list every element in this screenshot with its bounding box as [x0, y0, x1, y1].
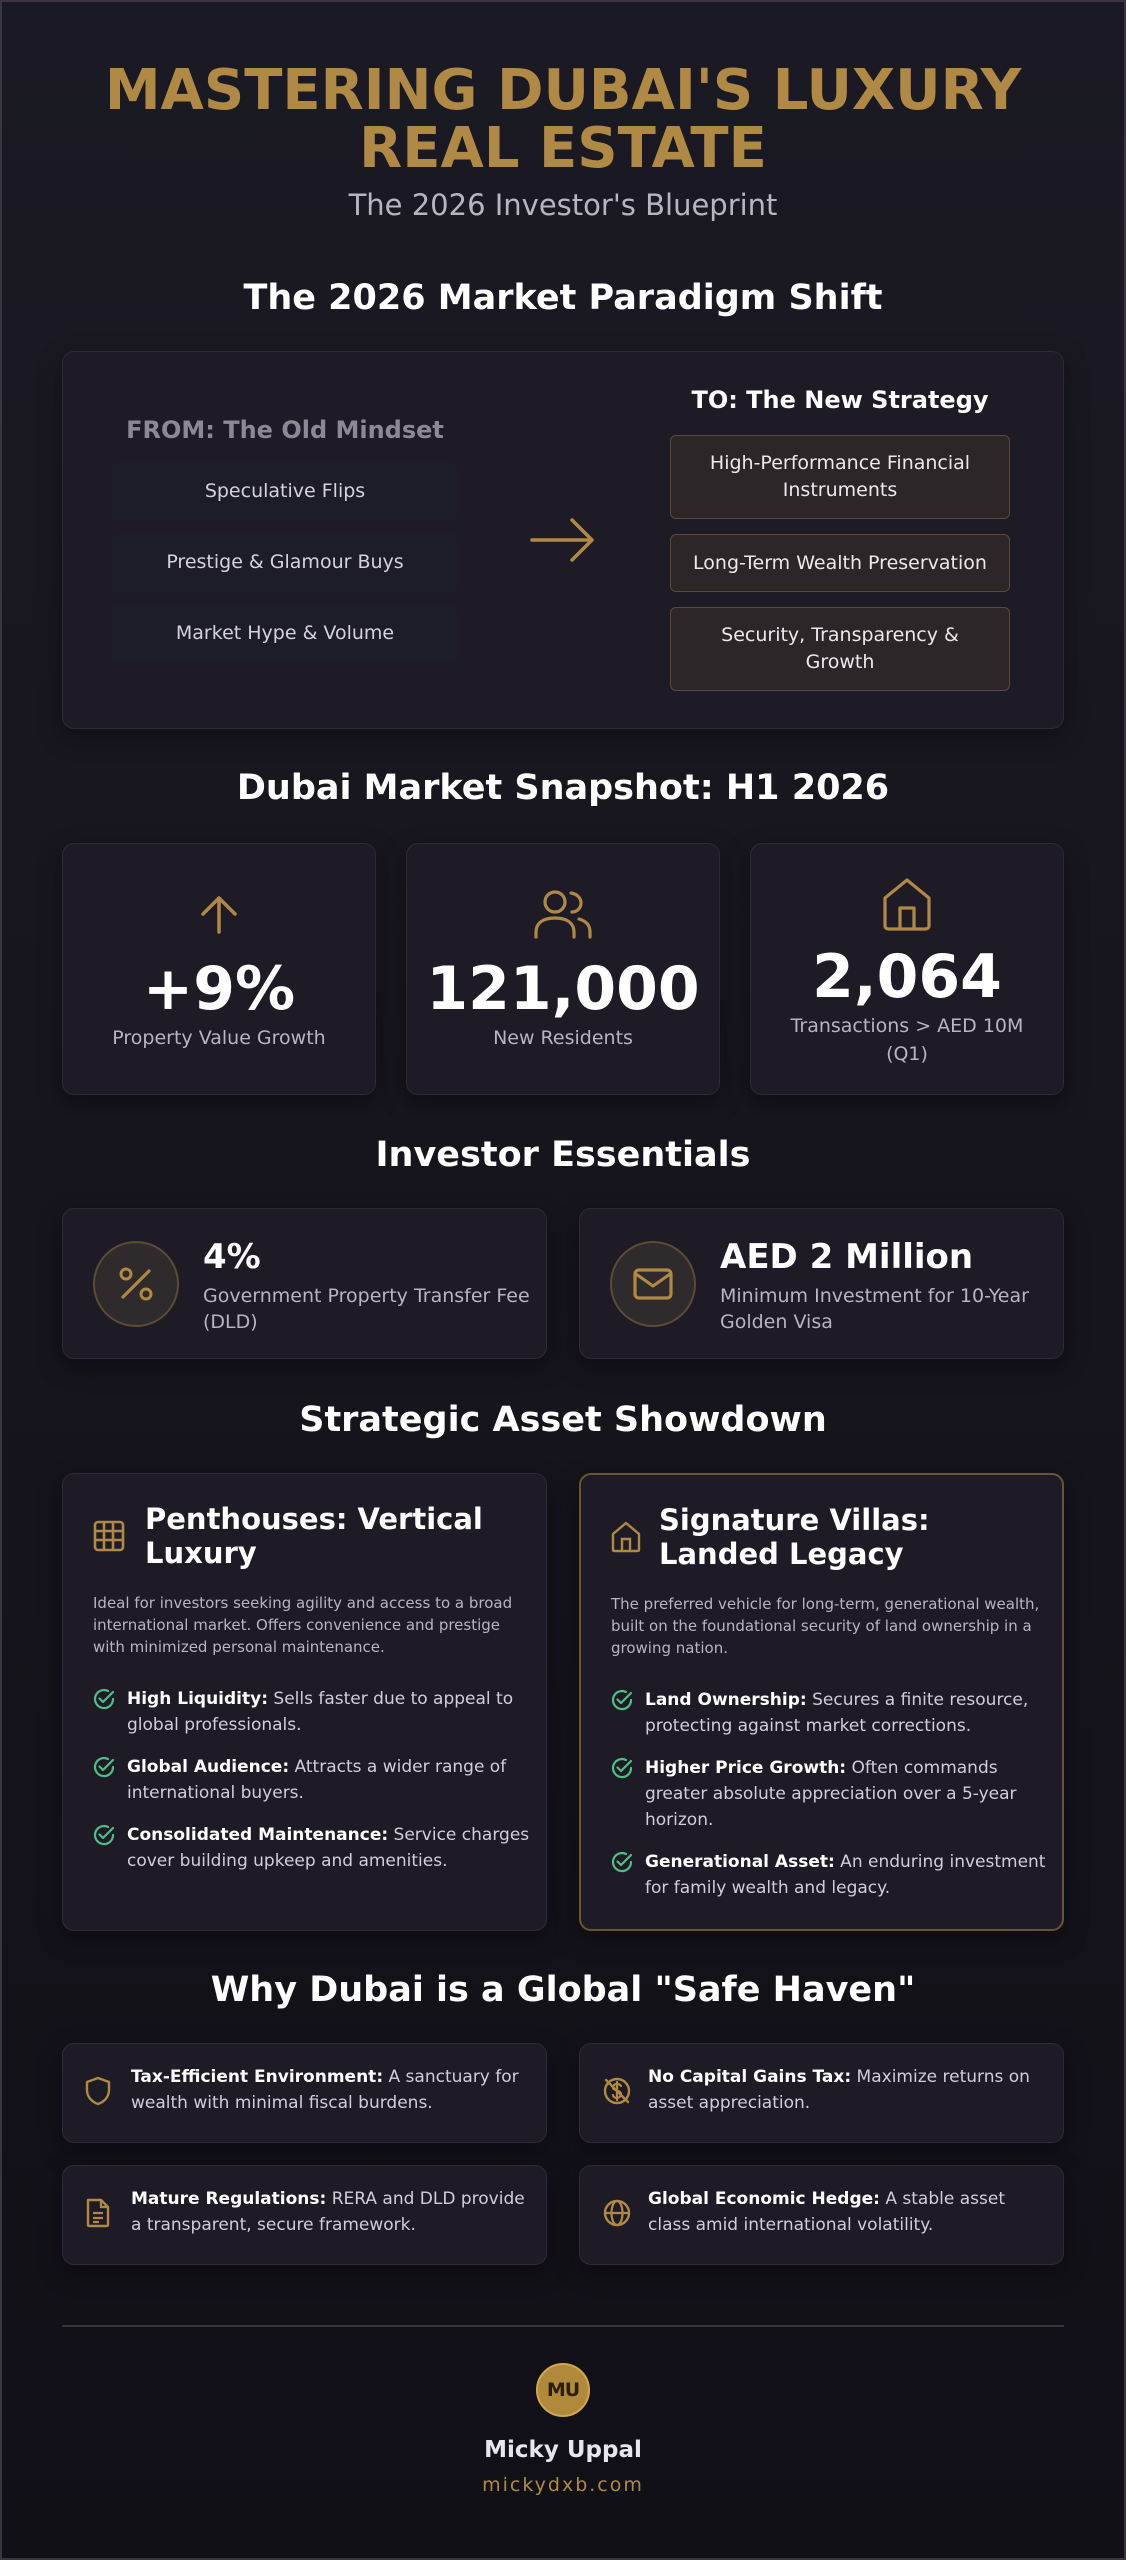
to-item: Security, Transparency & Growth	[670, 607, 1010, 691]
to-item: High-Performance Financial Instruments	[670, 435, 1010, 519]
arrow-right-icon	[528, 512, 598, 568]
globe-icon	[602, 2198, 632, 2228]
author-website-link[interactable]: mickydxb.com	[482, 2474, 644, 2496]
paradigm-title: The 2026 Market Paradigm Shift	[243, 278, 883, 318]
penthouse-title: Penthouses: Vertical Luxury	[145, 1502, 483, 1570]
stat-value: 121,000	[426, 954, 700, 1024]
page-title: MASTERING DUBAI'S LUXURY REAL ESTATE	[104, 58, 1022, 181]
from-item: Prestige & Glamour Buys	[112, 533, 458, 591]
page-subtitle: The 2026 Investor's Blueprint	[348, 188, 778, 222]
essentials-title: Investor Essentials	[375, 1135, 751, 1175]
haven-card-capital-gains: No Capital Gains Tax: Maximize returns on asset appreciation.	[579, 2043, 1064, 2143]
stat-label: Property Value Growth	[112, 1027, 326, 1049]
stat-label: Transactions > AED 10M (Q1)	[790, 1015, 1024, 1065]
from-item: Market Hype & Volume	[112, 604, 458, 662]
essential-label: Minimum Investment for 10-Year Golden Visa	[720, 1285, 1029, 1333]
villa-desc: The preferred vehicle for long-term, generational wealth, built on the foundational security of land ownership in a growing nation.	[611, 1595, 1040, 1657]
stat-card-growth	[62, 843, 376, 1095]
check-circle-icon	[93, 1756, 115, 1778]
no-dollar-icon	[602, 2076, 632, 2106]
stat-value: +9%	[142, 954, 296, 1024]
author-logo: MU	[536, 2363, 590, 2417]
check-circle-icon	[611, 1689, 633, 1711]
essential-card-visa	[579, 1208, 1064, 1359]
from-item: Speculative Flips	[112, 462, 458, 520]
essential-card-fee	[62, 1208, 547, 1359]
footer-divider	[62, 2325, 1064, 2327]
haven-card-hedge: Global Economic Hedge: A stable asset class amid international volatility.	[579, 2165, 1064, 2265]
check-circle-icon	[93, 1688, 115, 1710]
arrow-up-icon	[197, 892, 241, 936]
essential-value: 4%	[203, 1237, 261, 1277]
penthouse-desc: Ideal for investors seeking agility and access to a broad international market. Offers convenience and prestige with minimized personal maintenance.	[93, 1594, 513, 1656]
showdown-title: Strategic Asset Showdown	[299, 1400, 827, 1440]
shield-icon	[85, 2076, 111, 2106]
villa-card: Signature Villas: Landed Legacy The preferred vehicle for long-term, generational wealth, built on the foundational security of land ownership in a growing nation. Land Ownership: Secures a finite resource, protecting against market corrections. Higher Price Growth: Often commands greater absolute appreciation over a 5-year horizon. Generational Asset: An enduring investment for family wealth and legacy.	[579, 1473, 1064, 1931]
penthouse-card: Penthouses: Vertical Luxury Ideal for investors seeking agility and access to a broad international market. Offers convenience and prestige with minimized personal maintenance. High Liquidity: Sells faster due to appeal to global professionals. Global Audience: Attracts a wider range of international buyers. Consolidated Maintenance: Service charges cover building upkeep and amenities.	[62, 1473, 547, 1931]
users-icon	[533, 888, 593, 940]
building-grid-icon	[93, 1520, 125, 1552]
haven-card-regulations: Mature Regulations: RERA and DLD provide a transparent, secure framework.	[62, 2165, 547, 2265]
to-title: TO: The New Strategy	[691, 386, 989, 414]
stat-label: New Residents	[493, 1027, 633, 1049]
villa-title: Signature Villas: Landed Legacy	[659, 1503, 930, 1571]
essential-label: Government Property Transfer Fee (DLD)	[203, 1285, 530, 1333]
check-circle-icon	[611, 1851, 633, 1873]
stat-value: 2,064	[812, 942, 1002, 1012]
from-title: FROM: The Old Mindset	[126, 416, 444, 444]
to-item: Long-Term Wealth Preservation	[670, 534, 1010, 592]
check-circle-icon	[93, 1824, 115, 1846]
stat-card-residents	[406, 843, 720, 1095]
author-name: Micky Uppal	[484, 2437, 642, 2463]
stat-card-transactions	[750, 843, 1064, 1095]
check-circle-icon	[611, 1757, 633, 1779]
home-icon	[881, 876, 933, 932]
haven-card-tax: Tax-Efficient Environment: A sanctuary for wealth with minimal fiscal burdens.	[62, 2043, 547, 2143]
snapshot-title: Dubai Market Snapshot: H1 2026	[236, 768, 890, 808]
percent-icon	[93, 1241, 179, 1327]
document-icon	[85, 2198, 111, 2228]
haven-title: Why Dubai is a Global "Safe Haven"	[210, 1970, 916, 2010]
essential-value: AED 2 Million	[720, 1237, 974, 1277]
home-icon	[611, 1521, 641, 1553]
mail-icon	[610, 1241, 696, 1327]
